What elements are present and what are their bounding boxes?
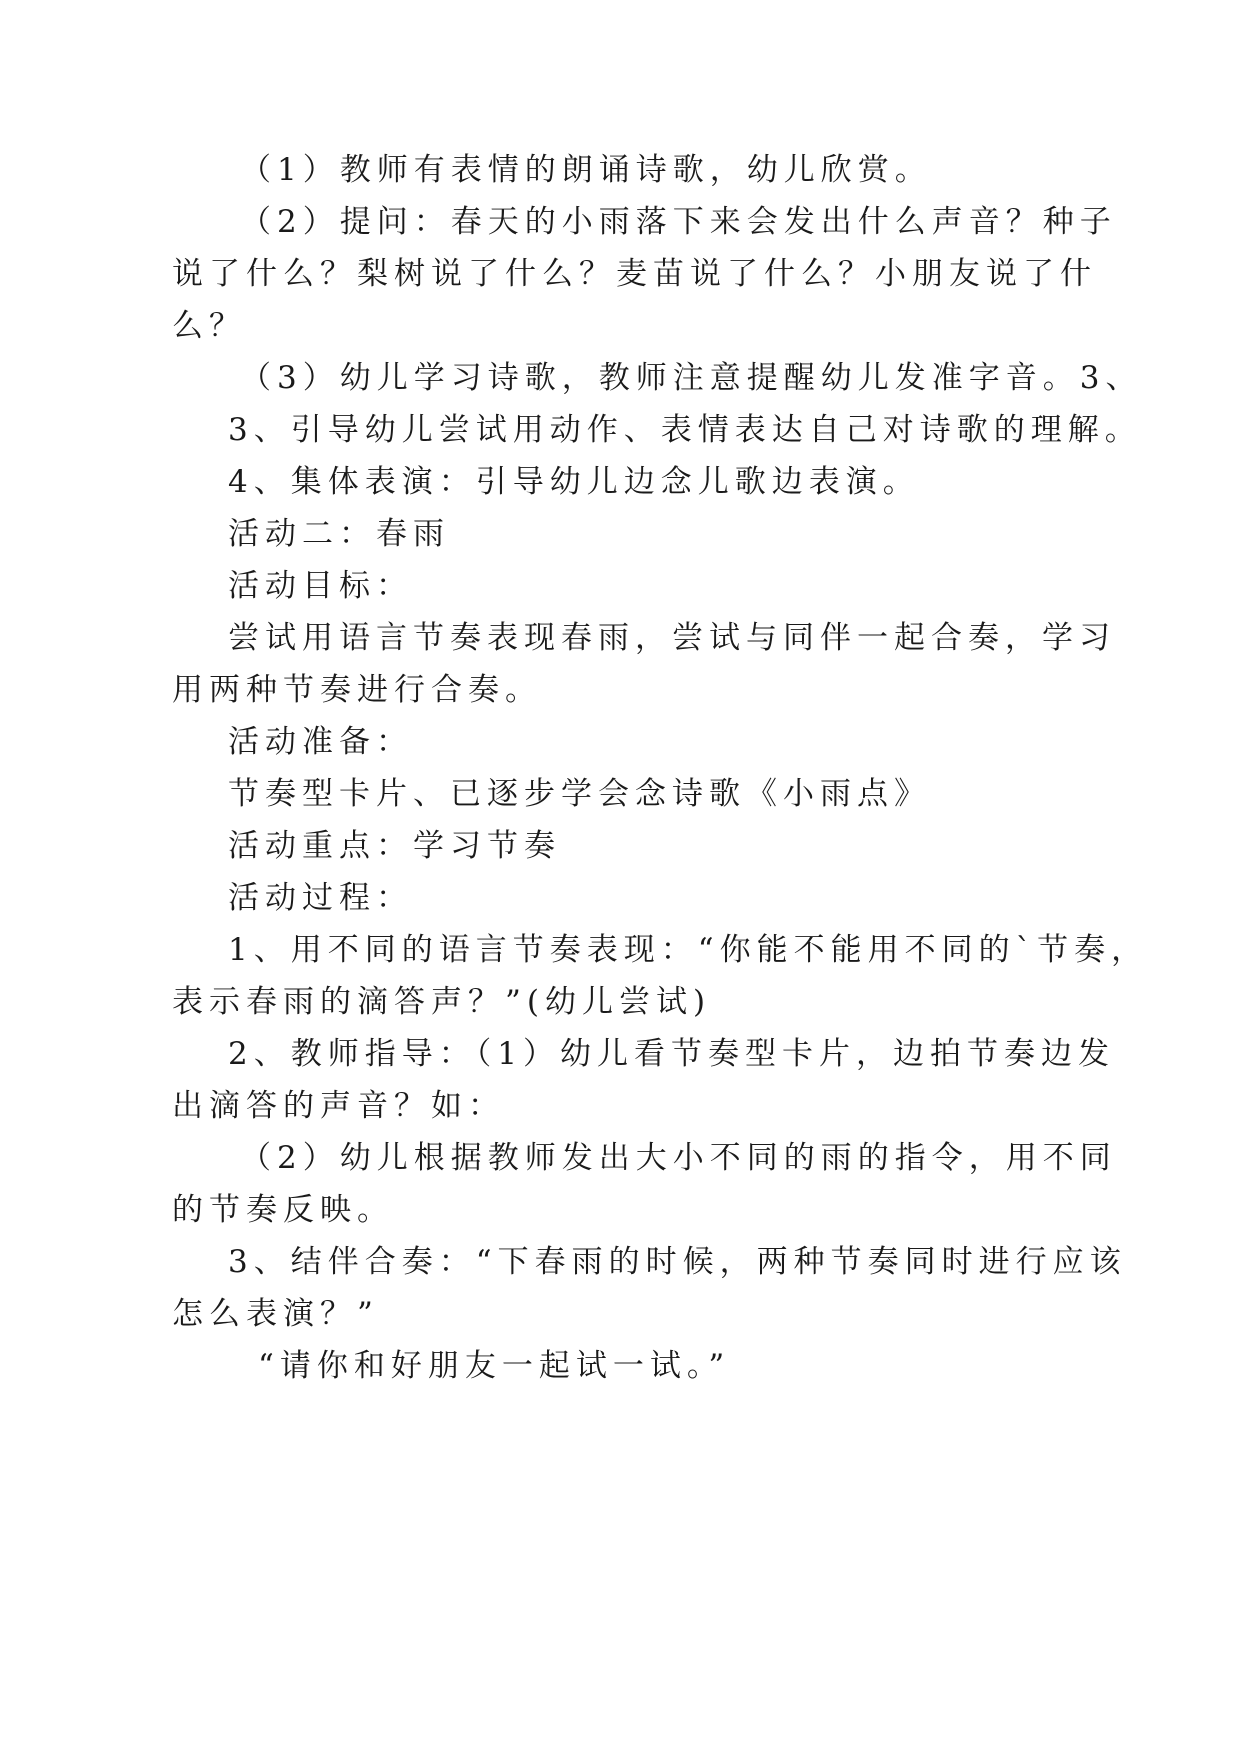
text-line: 4、集体表演：引导幼儿边念儿歌边表演。 — [228, 464, 920, 500]
section-heading: 活动目标： — [228, 568, 413, 604]
section-heading: 活动重点：学习节奏 — [228, 828, 561, 864]
section-heading: 活动过程： — [228, 880, 413, 916]
text-line: 的节奏反映。 — [172, 1192, 394, 1228]
text-line: 3、结伴合奏：“下春雨的时候，两种节奏同时进行应该 — [228, 1244, 1127, 1280]
text-line: 2、教师指导：（1）幼儿看节奏型卡片，边拍节奏边发 — [228, 1036, 1115, 1072]
text-line: 节奏型卡片、已逐步学会念诗歌《小雨点》 — [228, 776, 931, 812]
text-line: 么？ — [172, 308, 246, 344]
text-line: 怎么表演？” — [172, 1296, 379, 1332]
text-line: （3）幼儿学习诗歌，教师注意提醒幼儿发准字音。3、 — [240, 360, 1143, 396]
text-line: “请你和好朋友一起试一试。” — [258, 1348, 731, 1384]
text-line: 表示春雨的滴答声？”(幼儿尝试) — [172, 984, 712, 1020]
text-line: （2）提问：春天的小雨落下来会发出什么声音？种子 — [240, 204, 1117, 240]
text-line: 说了什么？梨树说了什么？麦苗说了什么？小朋友说了什 — [172, 256, 1097, 292]
text-line: 用两种节奏进行合奏。 — [172, 672, 542, 708]
text-line: （1）教师有表情的朗诵诗歌，幼儿欣赏。 — [240, 152, 932, 188]
text-line: 3、引导幼儿尝试用动作、表情表达自己对诗歌的理解。 — [228, 412, 1142, 448]
text-line: （2）幼儿根据教师发出大小不同的雨的指令，用不同 — [240, 1140, 1117, 1176]
text-line: 出滴答的声音？如： — [172, 1088, 505, 1124]
section-heading: 活动二：春雨 — [228, 516, 450, 552]
section-heading: 活动准备： — [228, 724, 413, 760]
text-line: 1、用不同的语言节奏表现：“你能不能用不同的`节奏， — [228, 932, 1149, 968]
text-line: 尝试用语言节奏表现春雨，尝试与同伴一起合奏，学习 — [228, 620, 1116, 656]
